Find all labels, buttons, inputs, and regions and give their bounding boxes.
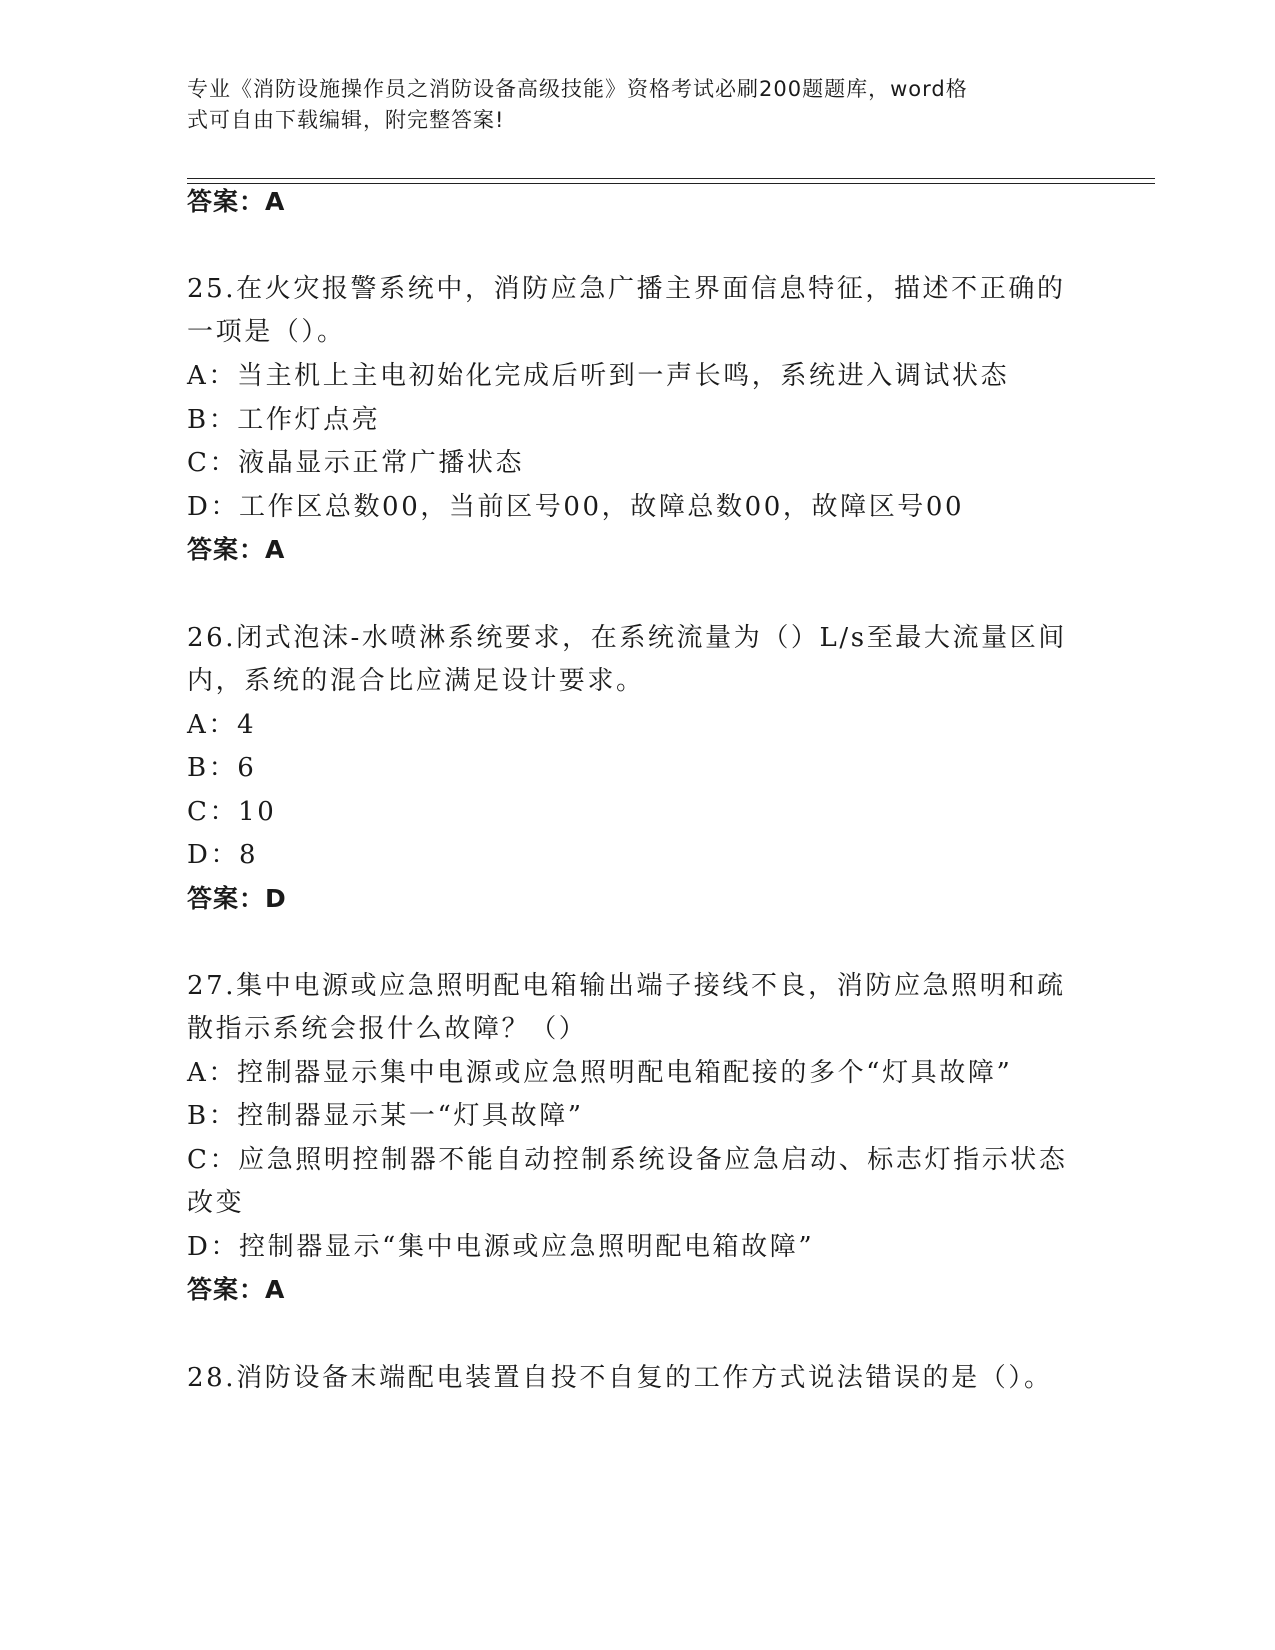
question-25-option-c: C：液晶显示正常广播状态 bbox=[187, 448, 525, 478]
question-25-option-b: B：工作灯点亮 bbox=[187, 405, 381, 435]
question-26-option-c: C：10 bbox=[187, 797, 277, 827]
question-27-stem-2: 散指示系统会报什么故障？（） bbox=[187, 1014, 588, 1044]
question-27-option-d: D：控制器显示“集中电源或应急照明配电箱故障” bbox=[187, 1232, 815, 1262]
question-27-stem-1: 27.集中电源或应急照明配电箱输出端子接线不良，消防应急照明和疏 bbox=[187, 971, 1066, 1001]
question-27-option-a: A：控制器显示集中电源或应急照明配电箱配接的多个“灯具故障” bbox=[187, 1058, 1013, 1088]
question-28-stem-1: 28.消防设备末端配电装置自投不自复的工作方式说法错误的是（）。 bbox=[187, 1363, 1053, 1393]
question-26-stem-1: 26.闭式泡沫-水喷淋系统要求，在系统流量为（）L/s至最大流量区间 bbox=[187, 623, 1067, 653]
question-27-answer: 答案：A bbox=[187, 1275, 286, 1304]
question-25-stem-1: 25.在火灾报警系统中，消防应急广播主界面信息特征，描述不正确的 bbox=[187, 274, 1066, 304]
question-27-option-c-cont: 改变 bbox=[187, 1188, 245, 1218]
header-line-2: 式可自由下载编辑，附完整答案! bbox=[187, 108, 505, 132]
answer-prev: 答案：A bbox=[187, 187, 286, 216]
question-27-option-c: C：应急照明控制器不能自动控制系统设备应急启动、标志灯指示状态 bbox=[187, 1145, 1068, 1175]
question-26-stem-2: 内，系统的混合比应满足设计要求。 bbox=[187, 666, 645, 696]
question-26-answer: 答案：D bbox=[187, 884, 287, 913]
header-rule-top bbox=[187, 178, 1155, 179]
header-line-1: 专业《消防设施操作员之消防设备高级技能》资格考试必刷200题题库，word格 bbox=[187, 77, 968, 101]
question-25-answer: 答案：A bbox=[187, 535, 286, 564]
question-25-stem-2: 一项是（）。 bbox=[187, 317, 346, 347]
question-26-option-a: A：4 bbox=[187, 710, 257, 740]
question-25-option-a: A：当主机上主电初始化完成后听到一声长鸣，系统进入调试状态 bbox=[187, 361, 1010, 391]
question-26-option-d: D：8 bbox=[187, 840, 259, 870]
question-25-option-d: D：工作区总数00，当前区号00，故障总数00，故障区号00 bbox=[187, 492, 965, 522]
question-27-option-b: B：控制器显示某一“灯具故障” bbox=[187, 1101, 584, 1131]
header-rule-bottom bbox=[187, 183, 1155, 184]
question-26-option-b: B：6 bbox=[187, 753, 257, 783]
document-header bbox=[187, 74, 1067, 136]
